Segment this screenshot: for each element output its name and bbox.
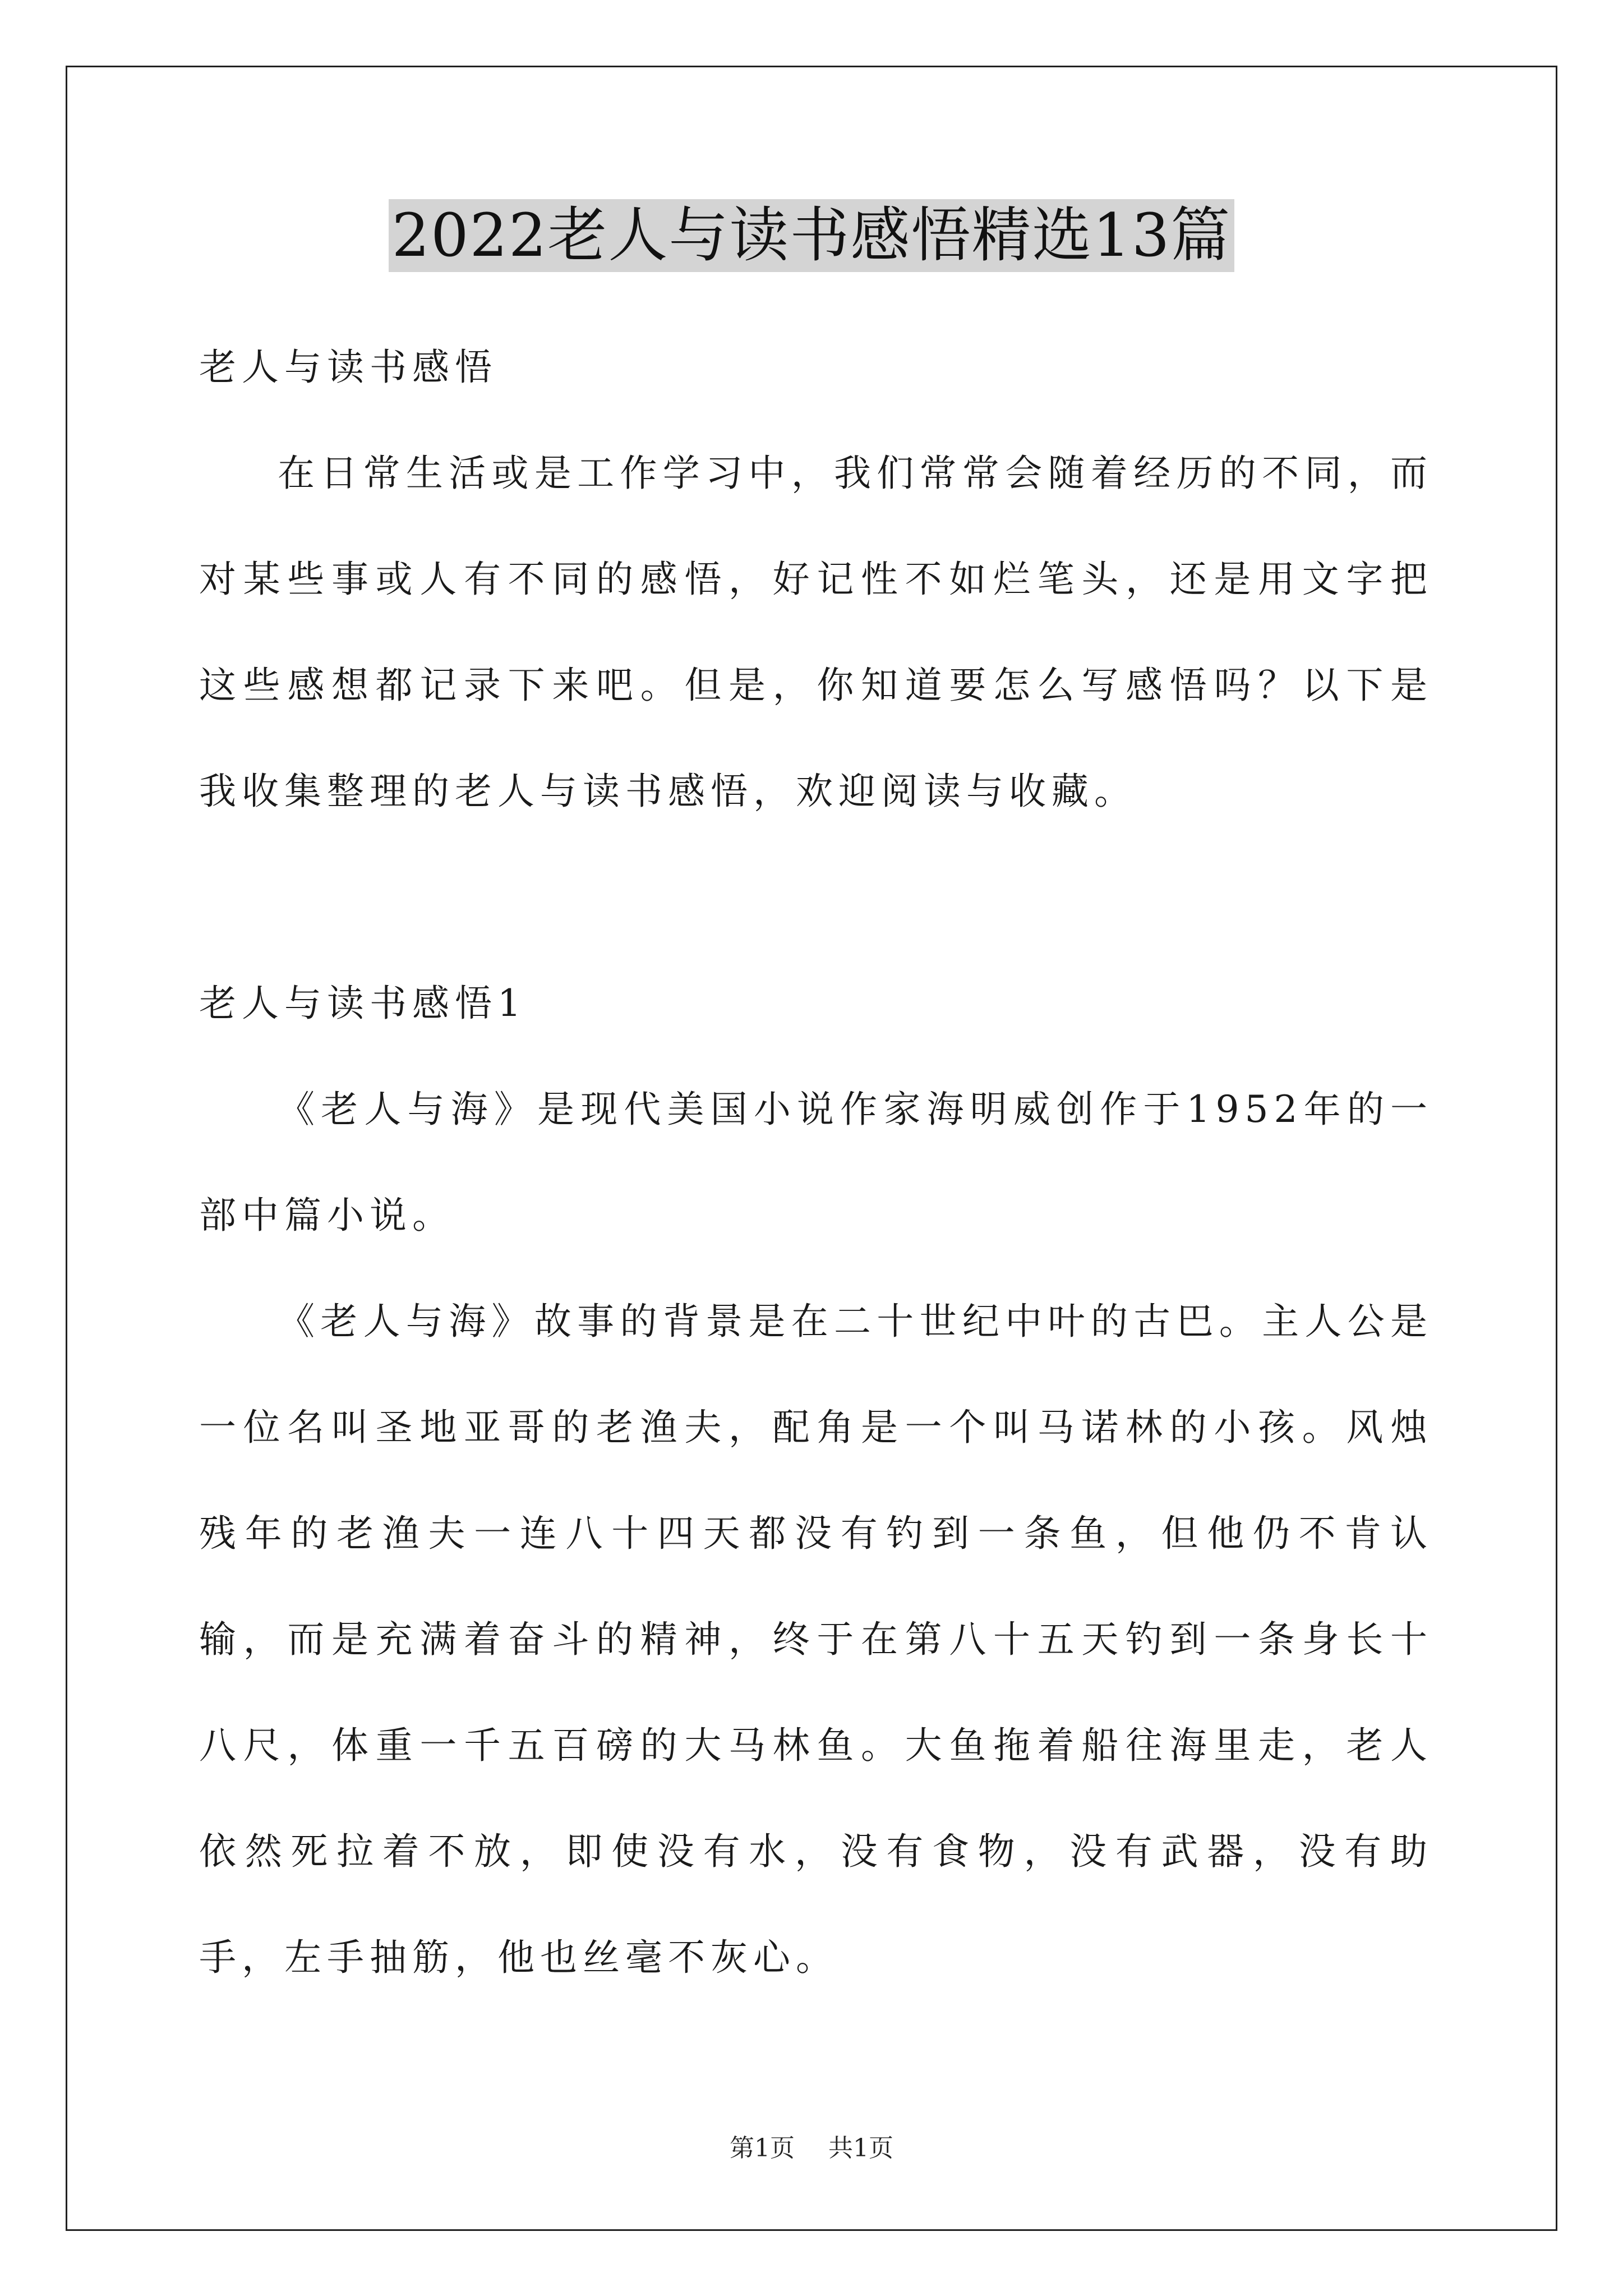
- intro-heading: 老人与读书感悟: [199, 346, 497, 389]
- page-number: 第1页: [730, 2134, 795, 2162]
- section-spacer: [199, 844, 1433, 950]
- page-footer: [0, 2132, 1623, 2165]
- section1-paragraph-2: 《老人与海》故事的背景是在二十世纪中叶的古巴。主人公是一位名叫圣地亚哥的老渔夫，配角是一个叫马诺林的小孩。风烛残年的老渔夫一连八十四天都没有钓到一条鱼，但他仍不肯认输，而是充满着奋斗的精神，终于在第八十五天钓到一条身长十八尺，体重一千五百磅的大马林鱼。大鱼拖着船往海里走，老人依然死拉着不放，即使没有水，没有食物，没有武器，没有助手，左手抽筋，他也丝毫不灰心。: [199, 1300, 1433, 1979]
- section1-heading: 老人与读书感悟1: [199, 982, 527, 1025]
- intro-paragraph: 在日常生活或是工作学习中，我们常常会随着经历的不同，而对某些事或人有不同的感悟，好记性不如烂笔头，还是用文字把这些感想都记录下来吧。但是，你知道要怎么写感悟吗？以下是我收集整理的老人与读书感悟，欢迎阅读与收藏。: [199, 452, 1433, 813]
- section1-paragraph-1: 《老人与海》是现代美国小说作家海明威创作于1952年的一部中篇小说。: [199, 1088, 1433, 1237]
- document-body: [199, 314, 1433, 2010]
- page-total: 共1页: [828, 2134, 893, 2162]
- document-title: 2022老人与读书感悟精选13篇: [389, 199, 1235, 272]
- title-container: [0, 199, 1623, 272]
